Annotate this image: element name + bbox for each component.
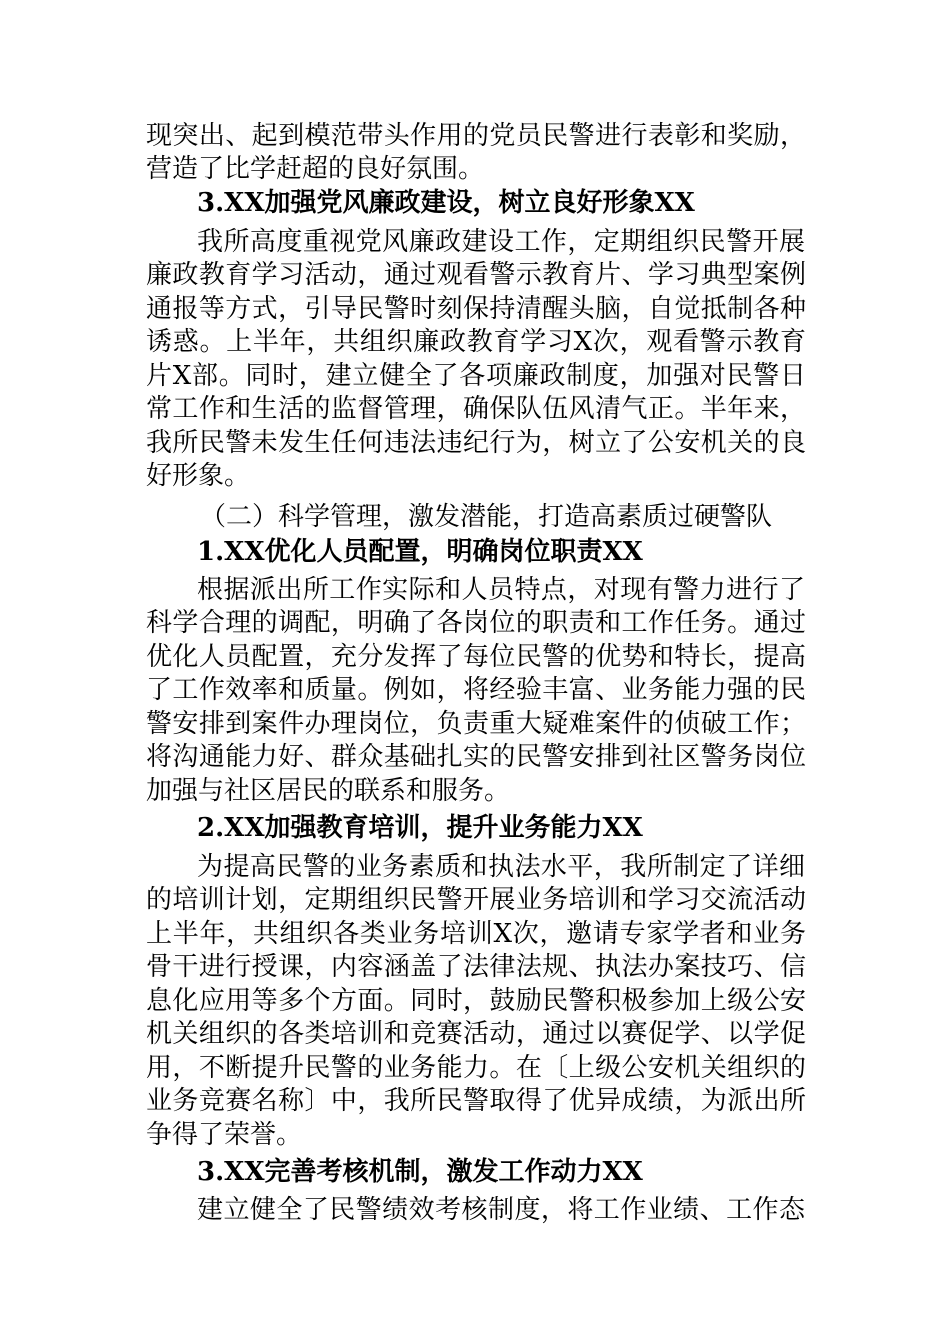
paragraph-line — [0, 1115, 950, 1155]
section-heading — [0, 808, 950, 848]
paragraph-text: 我所高度重视党风廉政建设工作，定期组织民警开展 — [197, 227, 805, 257]
paragraph-text: 根据派出所工作实际和人员特点，对现有警力进行了 — [197, 575, 805, 605]
paragraph-text: 加强与社区居民的联系和服务。 — [146, 776, 511, 806]
section-heading-text: 2.XX加强教育培训，提升业务能力XX — [197, 813, 643, 843]
paragraph-text: 息化应用等多个方面。同时，鼓励民警积极参加上级公安 — [146, 986, 806, 1016]
paragraph-text: 将沟通能力好、群众基础扎实的民警安排到社区警务岗位 — [146, 742, 806, 772]
paragraph-text: 警安排到案件办理岗位，负责重大疑难案件的侦破工作； — [146, 709, 806, 739]
paragraph-text: 为提高民警的业务素质和执法水平，我所制定了详细 — [197, 852, 805, 882]
paragraph-text: 现突出、起到模范带头作用的党员民警进行表彰和奖励， — [146, 121, 806, 151]
paragraph-text: 争得了荣誉。 — [146, 1120, 303, 1150]
subsection-heading — [0, 497, 950, 537]
subsection-heading-text: （二）科学管理，激发潜能，打造高素质过硬警队 — [200, 502, 773, 532]
paragraph-text: 好形象。 — [146, 461, 251, 491]
section-heading — [0, 1152, 950, 1192]
paragraph-text: 廉政教育学习活动，通过观看警示教育片、学习典型案例 — [146, 260, 806, 290]
paragraph-text: 用，不断提升民警的业务能力。在〔上级公安机关组织的 — [146, 1053, 806, 1083]
paragraph-text: 片X部。同时，建立健全了各项廉政制度，加强对民警日 — [146, 361, 806, 391]
paragraph-text: 常工作和生活的监督管理，确保队伍风清气正。半年来， — [146, 394, 806, 424]
paragraph-text: 营造了比学赶超的良好氛围。 — [146, 154, 485, 184]
paragraph-text: 我所民警未发生任何违法违纪行为，树立了公安机关的良 — [146, 428, 806, 458]
paragraph-text: 建立健全了民警绩效考核制度，将工作业绩、工作态 — [197, 1195, 805, 1225]
section-heading — [0, 532, 950, 572]
section-heading-text: 3.XX加强党风廉政建设，树立良好形象XX — [197, 188, 695, 218]
paragraph-text: 科学合理的调配，明确了各岗位的职责和工作任务。通过 — [146, 608, 806, 638]
section-heading-text: 3.XX完善考核机制，激发工作动力XX — [197, 1157, 643, 1187]
paragraph-line — [0, 456, 950, 496]
paragraph-text: 业务竞赛名称〕中，我所民警取得了优异成绩，为派出所 — [146, 1086, 806, 1116]
paragraph-text: 了工作效率和质量。例如，将经验丰富、业务能力强的民 — [146, 675, 806, 705]
paragraph-text: 的培训计划，定期组织民警开展业务培训和学习交流活动 — [146, 885, 806, 915]
section-heading-text: 1.XX优化人员配置，明确岗位职责XX — [197, 537, 643, 567]
paragraph-line — [0, 1190, 950, 1230]
section-heading — [0, 183, 950, 223]
paragraph-text: 骨干进行授课，内容涵盖了法律法规、执法办案技巧、信 — [146, 952, 806, 982]
paragraph-text: 通报等方式，引导民警时刻保持清醒头脑，自觉抵制各种 — [146, 294, 806, 324]
paragraph-text: 诱惑。上半年，共组织廉政教育学习X次，观看警示教育 — [146, 327, 806, 357]
paragraph-text: 机关组织的各类培训和竞赛活动，通过以赛促学、以学促 — [146, 1019, 806, 1049]
paragraph-text: 上半年，共组织各类业务培训X次，邀请专家学者和业务 — [146, 919, 806, 949]
paragraph-line — [0, 771, 950, 811]
paragraph-text: 优化人员配置，充分发挥了每位民警的优势和特长，提高 — [146, 642, 806, 672]
